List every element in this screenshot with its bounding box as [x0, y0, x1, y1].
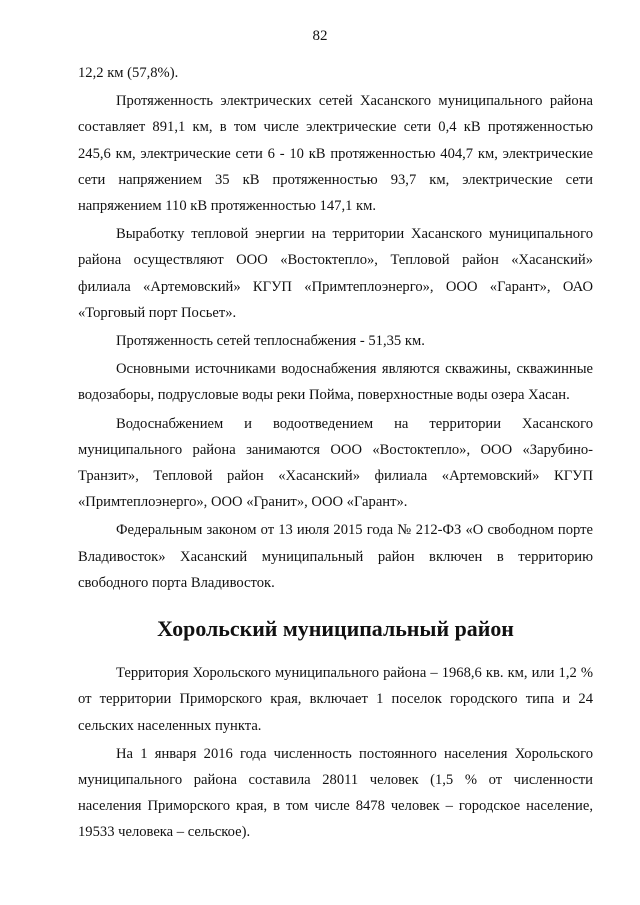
document-body — [78, 60, 593, 848]
paragraph-continuation: 12,2 км (57,8%). — [78, 65, 179, 81]
paragraph-territory: Территория Хорольского муниципального района – 1968,6 кв. км, или 1,2 % от территории Приморского края, включает 1 поселок городского типа и 24 сельских населенных пункта. — [78, 665, 593, 734]
paragraph-population: На 1 января 2016 года численность постоянного населения Хорольского муниципального района составила 28011 человек (1,5 % от численности населения Приморского края, в том числе 8478 человек – городское население, 19533 человека – сельское). — [78, 745, 593, 841]
section-heading: Хорольский муниципальный район — [157, 616, 514, 642]
paragraph-water-sources: Основными источниками водоснабжения являются скважины, скважинные водозаборы, подрусловые воды реки Пойма, поверхностные воды озера Хасан. — [78, 361, 593, 404]
paragraph-heat-production: Выработку тепловой энергии на территории Хасанского муниципального района осуществляют ООО «Востоктепло», Тепловой район «Хасанский» филиала «Артемовский» КГУП «Примтеплоэнерго», ООО «Гарант», ОАО «Торговый порт Посьет». — [78, 226, 593, 321]
paragraph-water-supply: Водоснабжением и водоотведением на территории Хасанского муниципального района занимаются ООО «Востоктепло», ООО «Зарубино-Транзит», Тепловой район «Хасанский» филиала «Артемовский» КГУП «Примтеплоэнерго», ООО «Гранит», ООО «Гарант». — [78, 415, 593, 511]
page-number: 82 — [312, 28, 328, 44]
paragraph-free-port: Федеральным законом от 13 июля 2015 года № 212-ФЗ «О свободном порте Владивосток» Хасанский муниципальный район включен в территорию свободного порта Владивосток. — [78, 522, 593, 591]
paragraph-electric-networks: Протяженность электрических сетей Хасанского муниципального района составляет 891,1 км, в том числе электрические сети 0,4 кВ протяженностью 245,6 км, электрические сети 6 - 10 кВ протяженностью 404,7 км, электрические сети напряжением 35 кВ протяженностью 93,7 км, электрические сети напряжением 110 кВ протяженностью 147,1 км. — [78, 93, 593, 215]
paragraph-heat-networks: Протяженность сетей теплоснабжения - 51,35 км. — [116, 333, 425, 350]
